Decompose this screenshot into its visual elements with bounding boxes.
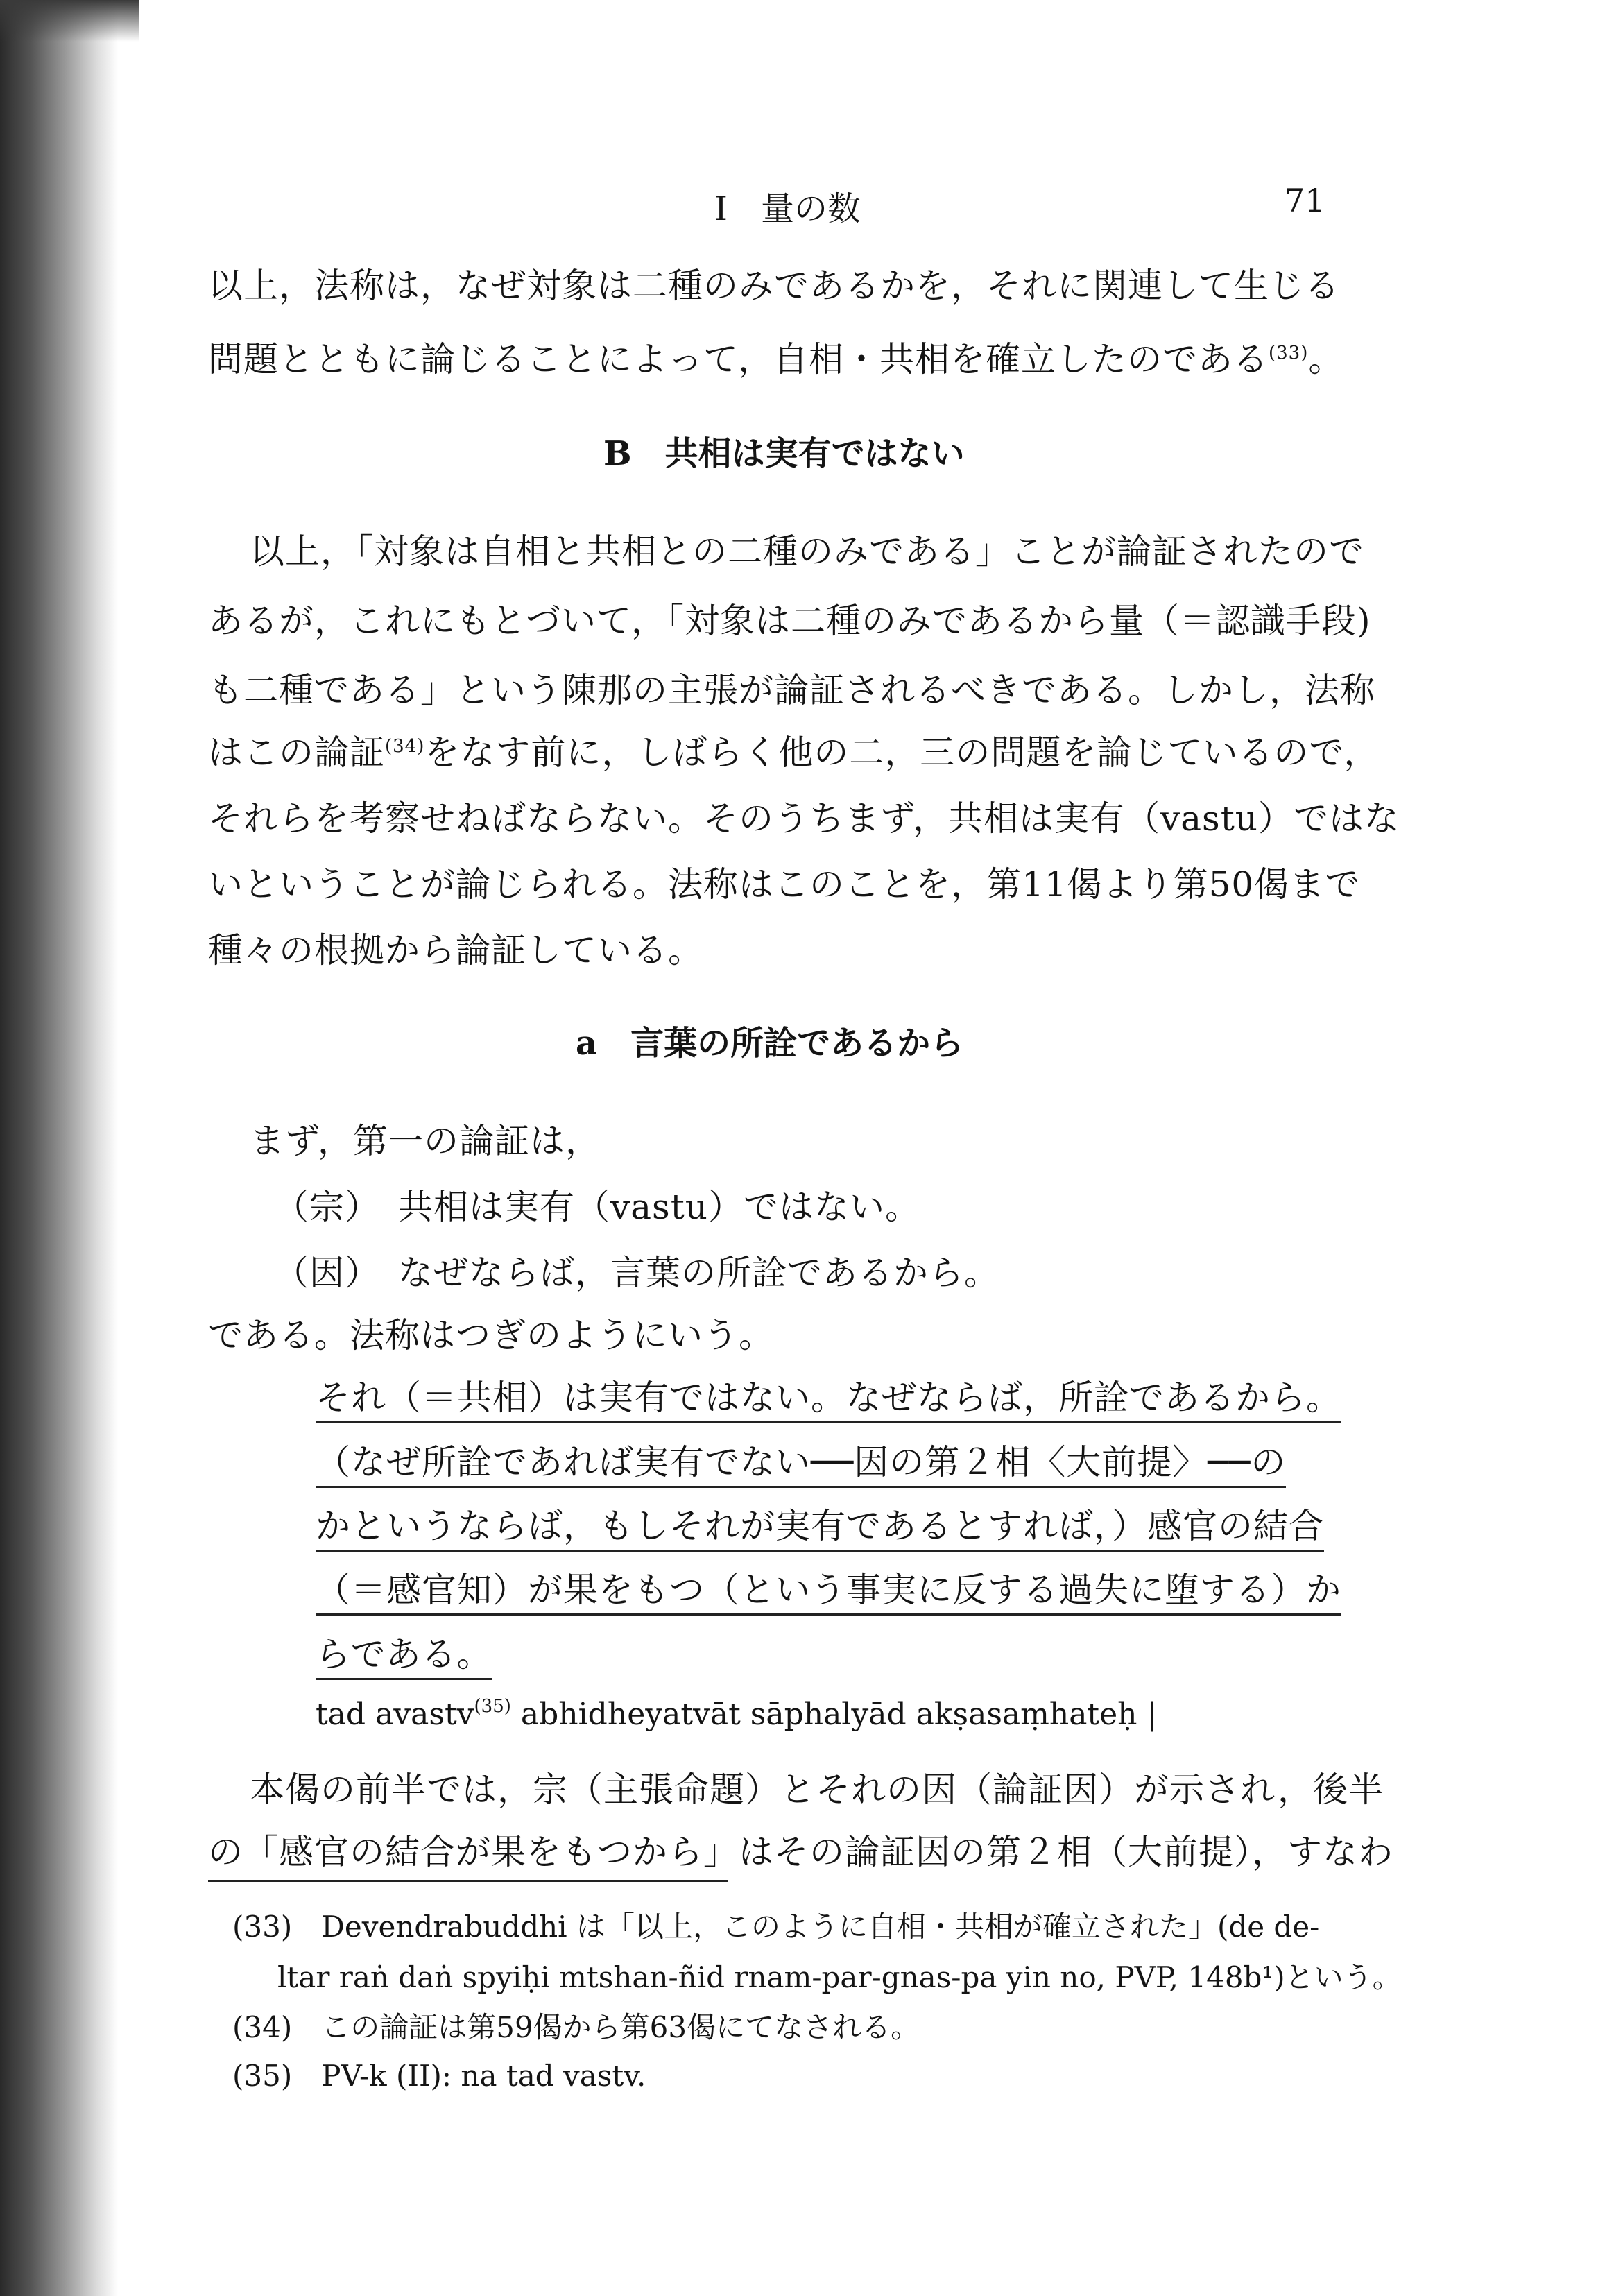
reason-line: （因） なぜならば，言葉の所詮であるから。: [274, 1253, 999, 1293]
paragraph-line: である。法称はつぎのようにいう。: [208, 1315, 774, 1355]
quote-line: それ（＝共相）は実有ではない。なぜならば，所詮であるから。: [316, 1370, 1341, 1423]
paragraph-line: 以上，法称は，なぜ対象は二種のみであるかを，それに関連して生じる: [208, 266, 1340, 306]
footnote-35: (35) PV-k (II): na tad vastv.: [232, 2059, 646, 2093]
page-number: 71: [1285, 182, 1325, 219]
section-heading-b: B 共相は実有ではない: [603, 434, 965, 473]
paragraph-line: の「感官の結合が果をもつから」はその論証因の第２相（大前提），すなわ: [208, 1832, 1393, 1872]
paragraph-line: 問題とともに論じることによって，自相・共相を確立したのである$^{(33)}$。: [208, 339, 1344, 379]
footnote-ref[interactable]: (34): [385, 736, 425, 757]
quote-line: かというならば，もしそれが実有であるとすれば，）感官の結合: [316, 1498, 1324, 1552]
sanskrit-transliteration: tad avastv$^{(35)}$ abhidheyatvāt sāphalyād akṣasaṃhateḥ |: [316, 1696, 1158, 1732]
footnote-34: (34) この論証は第59偈から第63偈にてなされる。: [232, 2010, 920, 2044]
paragraph-line: 本偈の前半では，宗（主張命題）とそれの因（論証因）が示され，後半: [250, 1770, 1384, 1810]
footnote-number: (33): [232, 1910, 293, 1944]
running-header-title: I 量の数: [714, 189, 861, 228]
thesis-line: （宗） 共相は実有（vastu）ではない。: [274, 1187, 921, 1227]
footnote-ref[interactable]: (33): [1269, 343, 1309, 363]
paragraph-line: 種々の根拠から論証している。: [208, 930, 703, 970]
quote-line: （なぜ所詮であれば実有でない──因の第２相〈大前提〉──の: [316, 1434, 1286, 1488]
paragraph-line: も二種である」という陳那の主張が論証されるべきである。しかし，法称: [208, 670, 1375, 710]
book-gutter-shadow: [0, 0, 118, 2296]
footnote-ref[interactable]: (35): [474, 1696, 511, 1717]
paragraph-line: いということが論じられる。法称はこのことを，第11偈より第50偈まで: [208, 864, 1361, 905]
paragraph-line: まず，第一の論証は，: [250, 1121, 601, 1161]
footnote-separator: [208, 1880, 728, 1882]
footnote-33: (33) Devendrabuddhi は「以上，このように自相・共相が確立された」(de de-: [232, 1910, 1320, 1944]
section-heading-a: a 言葉の所詮であるから: [576, 1024, 964, 1063]
paragraph-line: それらを考察せねばならない。そのうちまず，共相は実有（vastu）ではな: [208, 798, 1400, 839]
quote-line: らである。: [316, 1627, 492, 1680]
paragraph-line: 以上，「対象は自相と共相との二種のみである」ことが論証されたので: [250, 531, 1364, 572]
book-gutter-top-shadow: [0, 0, 139, 42]
footnote-number: (34): [232, 2010, 293, 2044]
paragraph-line: はこの論証$^{(34)}$をなす前に，しばらく他の二，三の問題を論じているので，: [208, 733, 1380, 773]
paragraph-line: あるが，これにもとづいて，「対象は二種のみであるから量（＝認識手段): [208, 601, 1371, 641]
footnote-number: (35): [232, 2059, 293, 2093]
quote-line: （＝感官知）が果をもつ（という事実に反する過失に堕する）か: [316, 1562, 1341, 1616]
footnote-33-continuation: ltar raṅ daṅ spyiḥi mtshan-ñid rnam-par-gnas-pa yin no, PVP, 148b¹)という。: [277, 1960, 1402, 1994]
